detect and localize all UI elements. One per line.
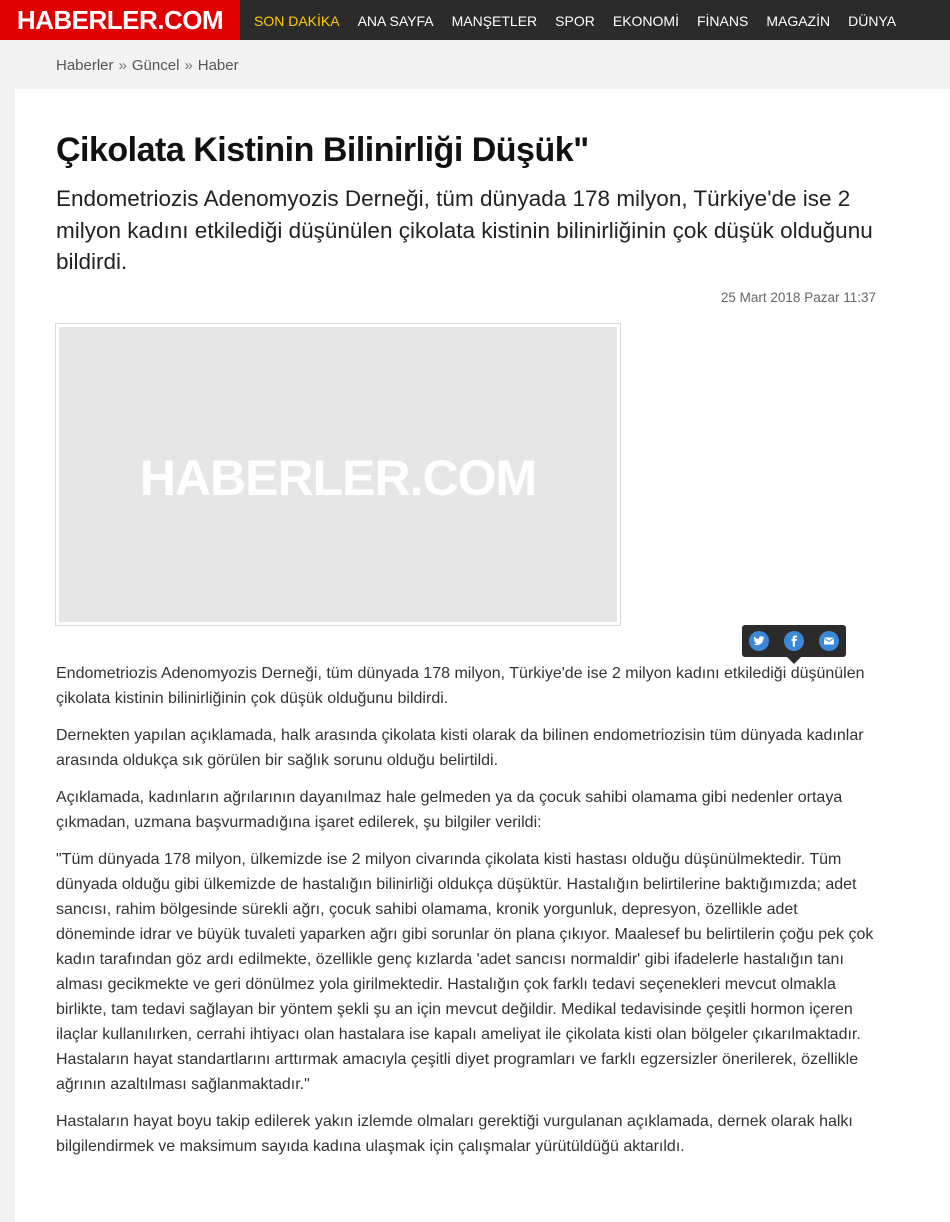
nav-dunya[interactable]: DÜNYA <box>848 13 897 29</box>
twitter-icon[interactable] <box>749 631 769 651</box>
breadcrumb-haber[interactable]: Haber <box>197 57 239 74</box>
site-logo[interactable]: HABERLER.COM <box>0 0 240 40</box>
nav-finans[interactable]: FİNANS <box>696 13 749 29</box>
article-image <box>55 323 621 626</box>
email-icon[interactable] <box>819 631 839 651</box>
article-title: Çikolata Kistinin Bilinirliği Düşük" <box>56 131 589 169</box>
breadcrumb-separator: » <box>184 57 193 74</box>
article-paragraph: "Tüm dünyada 178 milyon, ülkemizde ise 2 milyon civarında çikolata kisti hastası olduğu düşünülmektedir. Tüm dünyada olduğu gibi ülkemizde de hastalığın bilinirliği oldukça düşüktür. Hastalığın belirtilerine baktığımızda; adet sancısı, rahim bölgesinde sürekli ağrı, çocuk sahibi olamama, kronik yorgunluk, depresyon, özellikle adet döneminde idrar ve büyük tuvaleti yaparken ağrı gibi sorunlar ön plana çıkıyor. Maalesef bu belirtilerin çoğu pek çok kadın tarafından göz ardı edilmekte, özellikle genç kızlarda 'adet sancısı normaldir' gibi ifadelerle hastalığın tanı alması gecikmekte ve geri dönülmez yola girilmektedir. Hastalığın çok farklı tedavi seçenekleri mevcut olmakla birlikte, tam tedavi sağlayan bir yöntem şekli şu an için mevcut değildir. Medikal tedavisinde çeşitli hormon içeren ilaçlar kullanılırken, cerrahi ihtiyacı olan hastalara ise kapalı ameliyat ile çikolata kisti olan bölgeler çıkarılmaktadır. Hastaların hayat standartlarını arttırmak amacıyla çeşitli diyet programları ve farklı egzersizler önerilerek, özellikle ağrının azaltılması sağlanmaktadır." <box>56 851 874 1093</box>
top-navigation-bar <box>0 0 950 40</box>
image-watermark: HABERLER.COM <box>139 450 537 506</box>
nav-son-dakika[interactable]: SON DAKİKA <box>254 13 340 29</box>
article-body <box>56 661 876 1171</box>
article-paragraph: Endometriozis Adenomyozis Derneği, tüm dünyada 178 milyon, Türkiye'de ise 2 milyon kadını etkilediği düşünülen çikolata kistinin bilinirliğinin çok düşük olduğunu bildirdi. <box>56 665 865 707</box>
article-lead: Endometriozis Adenomyozis Derneği, tüm dünyada 178 milyon, Türkiye'de ise 2 milyon kadını etkilediği düşünülen çikolata kistinin bilinirliğinin çok düşük olduğunu bildirdi. <box>56 186 873 274</box>
nav-spor[interactable]: SPOR <box>555 13 595 29</box>
nav-ana-sayfa[interactable]: ANA SAYFA <box>357 13 434 29</box>
nav-magazin[interactable]: MAGAZİN <box>766 13 831 29</box>
nav-ekonomi[interactable]: EKONOMİ <box>612 13 679 29</box>
image-placeholder <box>59 327 617 622</box>
nav-mansetler[interactable]: MANŞETLER <box>451 13 538 29</box>
breadcrumb-separator: » <box>118 57 127 74</box>
facebook-icon[interactable] <box>784 631 804 651</box>
breadcrumb-haberler[interactable]: Haberler <box>56 57 114 74</box>
breadcrumb-guncel[interactable]: Güncel <box>131 57 180 74</box>
article-paragraph: Dernekten yapılan açıklamada, halk arasında çikolata kisti olarak da bilinen endometriozisin tüm dünyada kadınlar arasında oldukça sık görülen bir sağlık sorunu olduğu belirtildi. <box>56 727 864 769</box>
breadcrumb <box>56 57 239 74</box>
article-paragraph: Açıklamada, kadınların ağrılarının dayanılmaz hale gelmeden ya da çocuk sahibi olamama gibi nedenler ortaya çıkmadan, uzmana başvurmadığına işaret edilerek, şu bilgiler verildi: <box>56 789 843 831</box>
article-paragraph: Hastaların hayat boyu takip edilerek yakın izlemde olmaları gerektiği vurgulanan açıklamada, dernek olarak halkı bilgilendirmek ve maksimum sayıda kadına ulaşmak için çalışmalar yürütüldüğü aktarıldı. <box>56 1113 853 1155</box>
main-nav <box>245 0 905 40</box>
share-toolbar <box>742 625 846 657</box>
article-date: 25 Mart 2018 Pazar 11:37 <box>720 290 876 305</box>
